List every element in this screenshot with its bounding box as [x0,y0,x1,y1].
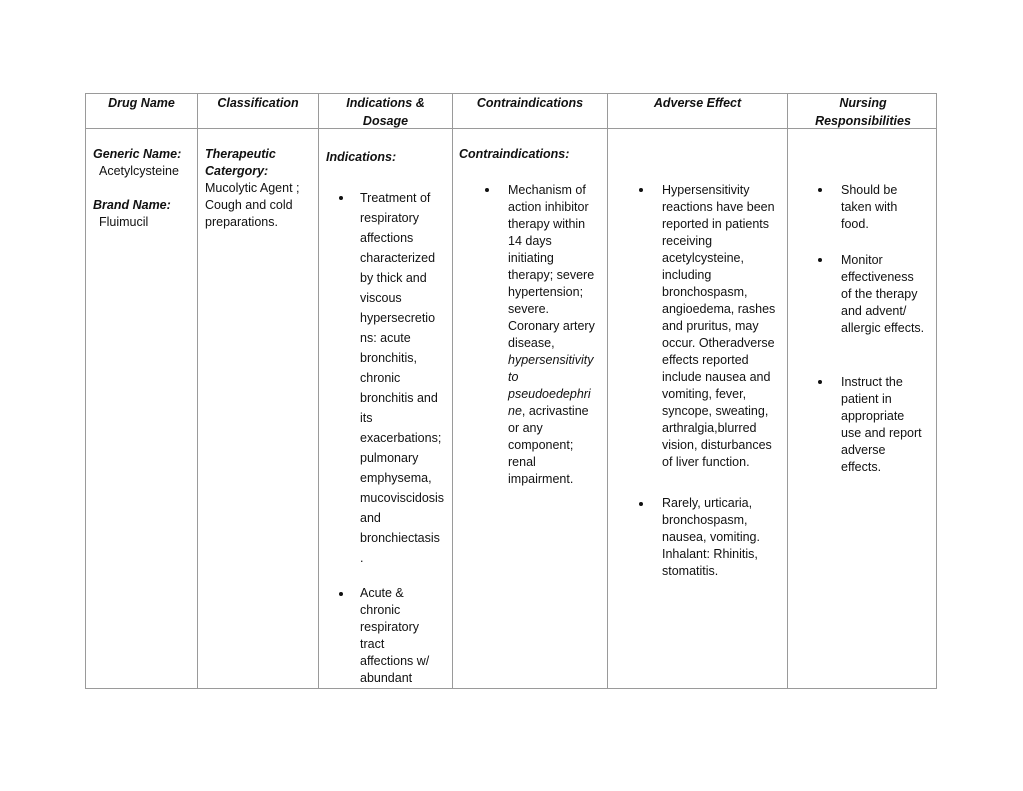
text-line: chronic [360,603,401,617]
text-line: effects reported [662,353,749,367]
text-line: . [360,551,364,565]
text-line: angioedema, rashes [662,302,776,316]
column-divider [787,94,788,688]
column-divider [607,94,608,688]
text-line: effects. [841,460,882,474]
text-line: patient in [841,392,892,406]
text-line: bronchospasm, [662,285,748,299]
bullet-icon [339,196,343,200]
bullet-icon [818,258,822,262]
text-line: emphysema, [360,471,432,485]
text-line: hypersecretio [360,311,436,325]
text-line: bronchitis and [360,391,438,405]
text-line: Inhalant: Rhinitis, [662,547,758,561]
header-nursing-line2: Responsibilities [815,114,911,128]
nursing-item [841,182,936,233]
nursing-item [841,374,936,476]
text-line: Acute & [360,586,404,600]
bullet-icon [639,188,643,192]
bullet-icon [818,380,822,384]
text-line: initiating [508,251,554,265]
header-indications [319,94,452,129]
classification-cell [205,146,315,231]
text-line: acetylcysteine, [662,251,744,265]
text-line: Rarely, urticaria, [662,496,753,510]
text-line: ne, acrivastine [508,404,589,418]
text-line: bronchitis, [360,351,417,365]
indications-cell [326,149,450,166]
text-line: including [662,268,712,282]
text-line: pseudoedephri [508,387,591,401]
text-line: arthralgia,blurred [662,421,757,435]
text-line: food. [841,217,869,231]
text-line: Treatment of [360,191,431,205]
text-line: pulmonary [360,451,419,465]
classification-text [205,180,315,231]
text-line: severe. [508,302,549,316]
text-line: component; [508,438,574,452]
text-line: Coronary artery [508,319,595,333]
header-indications-line1: Indications & [346,96,425,110]
text-line: or any [508,421,543,435]
text-line: affections [360,231,414,245]
text-line: exacerbations; [360,431,442,445]
header-nursing-line1: Nursing [839,96,887,110]
indications-label: Indications: [326,150,397,164]
text-line: taken with [841,200,898,214]
header-contraindications-text: Contraindications [476,96,584,110]
text-line: respiratory [360,211,420,225]
text-line: reactions have been [662,200,775,214]
text-line: and advent/ [841,304,907,318]
text-line: bronchospasm, [662,513,748,527]
contraindication-item [508,182,606,488]
text-line: occur. Otheradverse [662,336,775,350]
bullet-icon [818,188,822,192]
column-divider [318,94,319,688]
header-contraindications [453,94,607,129]
text-line: tract [360,637,385,651]
text-line: chronic [360,371,401,385]
text-line: affections w/ [360,654,430,668]
text-line: disease, [508,336,555,350]
text-line: Mucolytic Agent ; [205,181,300,195]
text-line: vomiting, fever, [662,387,747,401]
drug-study-table [85,93,937,689]
text-line: action inhibitor [508,200,589,214]
contraindications-cell [459,146,604,163]
header-classification [198,94,318,129]
header-adverse-effect-text: Adverse Effect [653,96,742,110]
text-line: Instruct the [841,375,903,389]
header-adverse-effect [608,94,787,129]
bullet-icon [485,188,489,192]
header-drug-name [86,94,197,129]
text-line: and pruritus, may [662,319,759,333]
text-line: stomatitis. [662,564,719,578]
text-line: Cough and cold [205,198,293,212]
text-line: respiratory [360,620,420,634]
text-line: include nausea and [662,370,771,384]
text-line: hypersensitivity [508,353,594,367]
bullet-icon [339,592,343,596]
text-line: nausea, vomiting. [662,530,760,544]
text-line: and [360,511,381,525]
text-line: reported in patients [662,217,770,231]
text-line: to [508,370,519,384]
text-line: hypertension; [508,285,584,299]
header-nursing [788,94,938,129]
text-line: by thick and [360,271,427,285]
generic-name-value: Acetylcysteine [99,164,179,178]
text-line: preparations. [205,215,278,229]
text-line: abundant [360,671,413,685]
contraindications-label: Contraindications: [459,147,570,161]
text-line: bronchiectasis [360,531,440,545]
text-line: 14 days [508,234,552,248]
text-line: effectiveness [841,270,914,284]
text-line: receiving [662,234,713,248]
text-line: syncope, sweating, [662,404,769,418]
text-line: allergic effects. [841,321,925,335]
text-line: impairment. [508,472,574,486]
nursing-item [841,252,936,337]
text-line: mucoviscidosis [360,491,445,505]
text-line: vision, disturbances [662,438,772,452]
text-line: viscous [360,291,402,305]
text-line: its [360,411,373,425]
header-indications-line2: Dosage [362,114,409,128]
column-divider [452,94,453,688]
indication-item [360,585,452,687]
text-line: Monitor [841,253,883,267]
text-line: renal [508,455,536,469]
indication-item [360,188,452,568]
adverse-effect-item [662,495,786,580]
header-drug-name-text: Drug Name [108,96,175,110]
text-line: therapy; severe [508,268,595,282]
text-line: Hypersensitivity [662,183,750,197]
text-line: adverse [841,443,886,457]
brand-name-label: Brand Name: [93,198,171,212]
generic-name-label: Generic Name: [93,147,182,161]
adverse-effect-item [662,182,786,471]
brand-name-value: Fluimucil [99,215,149,229]
text-line: use and report [841,426,922,440]
text-line: appropriate [841,409,905,423]
text-line: Should be [841,183,898,197]
header-classification-text: Classification [217,96,299,110]
text-line: therapy within [508,217,586,231]
category-label: Catergory: [205,164,269,178]
drug-name-cell [93,146,193,231]
column-divider [197,94,198,688]
text-line: characterized [360,251,436,265]
text-line: ns: acute [360,331,411,345]
bullet-icon [639,502,643,506]
text-line: Mechanism of [508,183,586,197]
therapeutic-label: Therapeutic [205,147,276,161]
text-line: of liver function. [662,455,750,469]
text-line: of the therapy [841,287,918,301]
